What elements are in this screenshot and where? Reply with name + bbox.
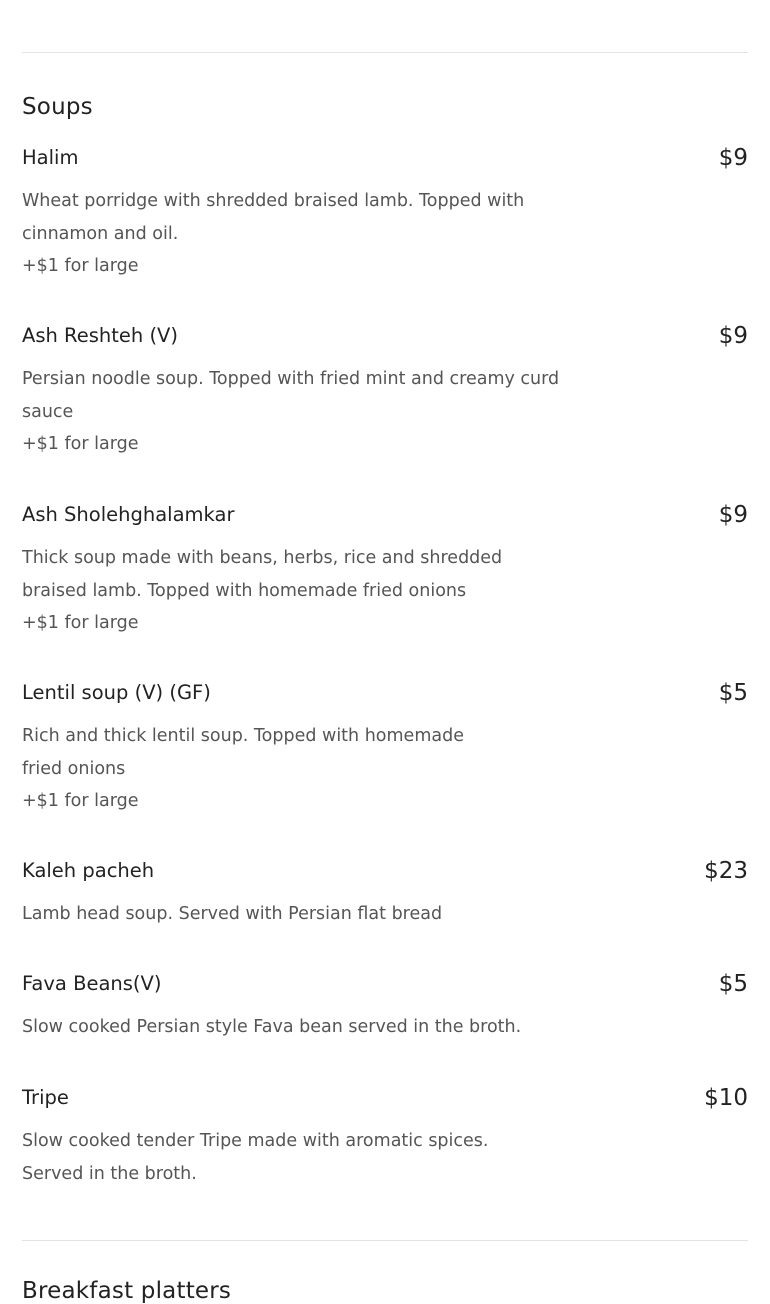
menu-item-name: Ash Sholehghalamkar — [22, 503, 235, 526]
menu-item-fava-beans[interactable] — [22, 971, 748, 1044]
menu-item-description: Rich and thick lentil soup. Topped with homemade fried onions — [22, 726, 464, 779]
menu-item-price: $10 — [704, 1085, 748, 1111]
menu-item-note: +$1 for large — [22, 434, 139, 454]
section-divider-bottom — [22, 1240, 748, 1241]
menu-item-kaleh-pacheh[interactable] — [22, 858, 748, 931]
menu-item-tripe[interactable] — [22, 1085, 748, 1190]
menu-item-description: Slow cooked Persian style Fava bean served in the broth. — [22, 1017, 522, 1037]
menu-item-description: Slow cooked tender Tripe made with aromatic spices. Served in the broth. — [22, 1131, 489, 1184]
menu-item-name: Fava Beans(V) — [22, 972, 162, 995]
menu-item-name: Halim — [22, 146, 79, 169]
menu-item-price: $5 — [718, 971, 748, 997]
menu-item-description: Persian noodle soup. Topped with fried mint and creamy curd sauce — [22, 369, 560, 422]
menu-item-price: $5 — [718, 680, 748, 706]
menu-item-note: +$1 for large — [22, 613, 139, 633]
section-divider-top — [22, 52, 748, 53]
menu-item-halim[interactable] — [22, 145, 748, 283]
menu-item-note: +$1 for large — [22, 256, 139, 276]
menu-item-price: $9 — [718, 502, 748, 528]
menu-item-description: Wheat porridge with shredded braised lamb. Topped with cinnamon and oil. — [22, 191, 525, 244]
menu-item-description: Lamb head soup. Served with Persian flat bread — [22, 904, 443, 924]
menu-item-description: Thick soup made with beans, herbs, rice and shredded braised lamb. Topped with homemade fried onions — [22, 548, 503, 601]
menu-item-ash-reshteh[interactable] — [22, 323, 748, 461]
menu-item-name: Lentil soup (V) (GF) — [22, 681, 211, 704]
menu-item-name: Ash Reshteh (V) — [22, 324, 178, 347]
menu-item-name: Tripe — [22, 1086, 69, 1109]
menu-item-ash-sholehghalamkar[interactable] — [22, 502, 748, 640]
menu-item-name: Kaleh pacheh — [22, 859, 155, 882]
menu-item-note: +$1 for large — [22, 791, 139, 811]
menu-item-lentil-soup[interactable] — [22, 680, 748, 818]
menu-item-price: $23 — [704, 858, 748, 884]
section-title-soups: Soups — [22, 94, 93, 120]
section-title-breakfast-platters: Breakfast platters — [22, 1278, 232, 1304]
menu-item-price: $9 — [718, 145, 748, 171]
menu-item-price: $9 — [718, 323, 748, 349]
